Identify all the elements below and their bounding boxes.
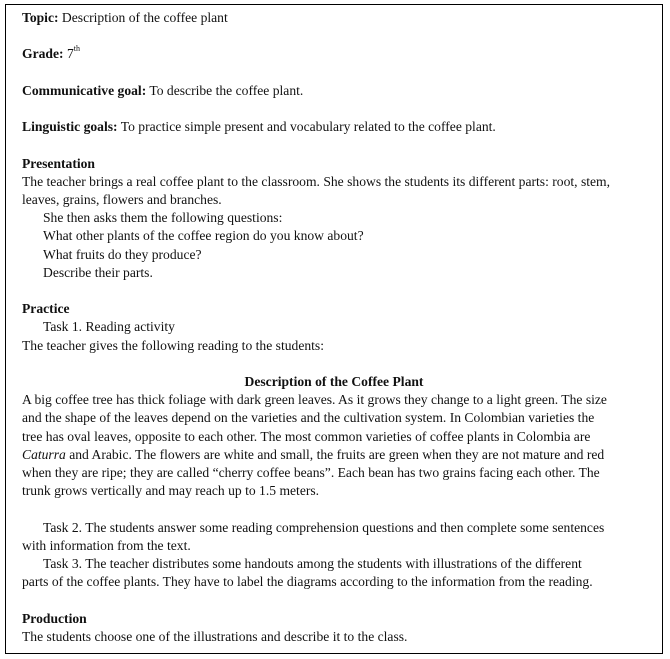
reading-line: when they are ripe; they are called “cherry coffee beans”. Each bean has two grains facing each other. The xyxy=(22,464,600,480)
task-2-cont: with information from the text. xyxy=(22,537,191,553)
reading-line: and the shape of the leaves depend on the varieties and the cultivation system. In Colombian varieties the xyxy=(22,410,595,426)
lesson-plan xyxy=(22,9,646,646)
reading-title: Description of the Coffee Plant xyxy=(244,373,424,389)
presentation-question: She then asks them the following questions: xyxy=(43,210,283,226)
presentation-text: The teacher brings a real coffee plant to the classroom. She shows the students its different parts: root, stem, xyxy=(22,173,611,189)
presentation-text: leaves, grains, flowers and branches. xyxy=(22,191,222,207)
production-text: The students choose one of the illustrations and describe it to the class. xyxy=(22,628,408,644)
reading-line: A big coffee tree has thick foliage with dark green leaves. As it grows they change to a light green. The size xyxy=(22,392,607,408)
linguistic-goals-line: Linguistic goals: To practice simple present and vocabulary related to the coffee plant. xyxy=(22,119,496,135)
presentation-question: What fruits do they produce? xyxy=(43,246,202,262)
presentation-question: What other plants of the coffee region do you know about? xyxy=(43,228,364,244)
task-3: Task 3. The teacher distributes some handouts among the students with illustrations of the different xyxy=(43,555,582,571)
practice-intro: The teacher gives the following reading to the students: xyxy=(22,337,324,353)
communicative-goal-line: Communicative goal: To describe the coffee plant. xyxy=(22,82,304,98)
reading-line: Caturra and Arabic. The flowers are white and small, the fruits are green when they are not mature and red xyxy=(22,446,605,462)
reading-line: trunk grows vertically and may reach up to 1.5 meters. xyxy=(22,483,320,499)
production-heading: Production xyxy=(22,610,87,626)
presentation-heading: Presentation xyxy=(22,155,95,171)
practice-heading: Practice xyxy=(22,301,70,317)
task-1: Task 1. Reading activity xyxy=(43,319,175,335)
topic-line: Topic: Description of the coffee plant xyxy=(22,10,228,25)
grade-line: Grade: 7th xyxy=(22,43,80,62)
task-2: Task 2. The students answer some reading comprehension questions and then complete some sentences xyxy=(43,519,605,535)
task-3-cont: parts of the coffee plants. They have to label the diagrams according to the information from the reading. xyxy=(22,574,593,590)
presentation-question: Describe their parts. xyxy=(43,264,153,280)
reading-line: tree has oval leaves, opposite to each other. The most common varieties of coffee plants in Colombia are xyxy=(22,428,591,444)
